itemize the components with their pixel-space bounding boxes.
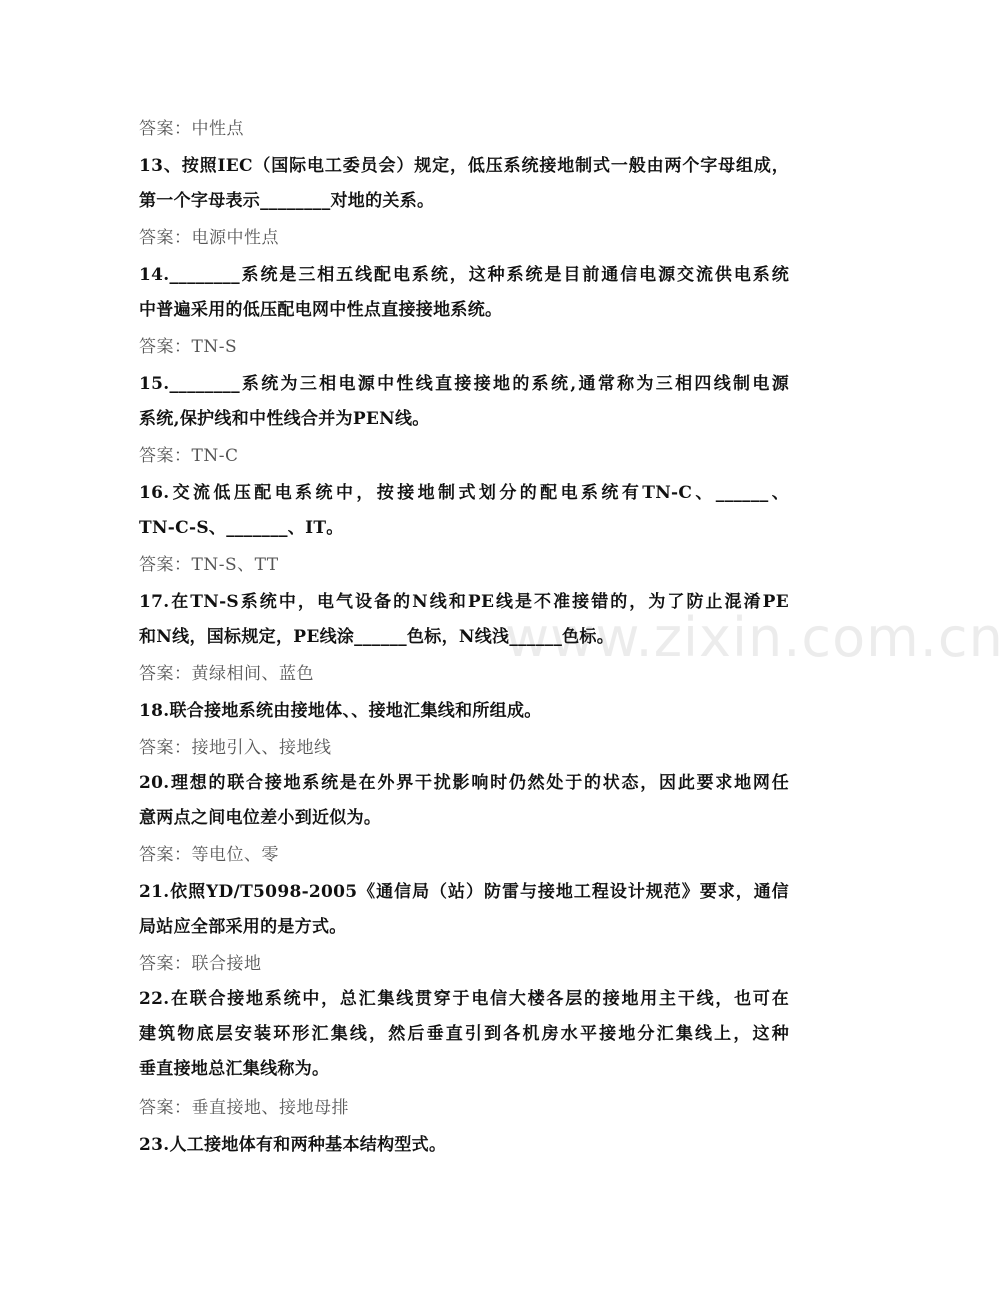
question-line: 20.理想的联合接地系统是在外界干扰影响时仍然处于的状态，因此要求地网任 bbox=[139, 773, 789, 793]
question-line: 16.交流低压配电系统中，按接地制式划分的配电系统有TN-C、______、 bbox=[139, 483, 789, 503]
question-line: 15.________系统为三相电源中性线直接接地的系统,通常称为三相四线制电源 bbox=[139, 374, 789, 394]
answer-line: 答案：等电位、零 bbox=[139, 845, 279, 865]
question-line: 18.联合接地系统由接地体、、接地汇集线和所组成。 bbox=[139, 701, 542, 721]
question-line: 第一个字母表示________对地的关系。 bbox=[139, 191, 435, 211]
answer-line: 答案：垂直接地、接地母排 bbox=[139, 1098, 349, 1118]
question-line: 建筑物底层安装环形汇集线，然后垂直引到各机房水平接地分汇集线上，这种 bbox=[139, 1024, 789, 1044]
answer-line: 答案：TN-S bbox=[139, 337, 238, 357]
question-line: 中普遍采用的低压配电网中性点直接接地系统。 bbox=[139, 300, 503, 320]
watermark: www.zixin.com.cn bbox=[505, 606, 1004, 669]
answer-line: 答案：接地引入、接地线 bbox=[139, 738, 332, 758]
question-line: 21.依照YD/T5098-2005《通信局（站）防雷与接地工程设计规范》要求，通信 bbox=[139, 882, 789, 902]
question-line: 和N线，国标规定，PE线涂______色标，N线浅______色标。 bbox=[139, 627, 615, 647]
question-line: 23.人工接地体有和两种基本结构型式。 bbox=[139, 1135, 447, 1155]
question-line: 意两点之间电位差小到近似为。 bbox=[139, 808, 382, 828]
question-line: 14.________系统是三相五线配电系统，这种系统是目前通信电源交流供电系统 bbox=[139, 265, 789, 285]
answer-line: 答案：电源中性点 bbox=[139, 228, 279, 248]
question-line: 17.在TN-S系统中，电气设备的N线和PE线是不准接错的，为了防止混淆PE bbox=[139, 592, 789, 612]
answer-line: 答案：联合接地 bbox=[139, 954, 262, 974]
question-line: 系统,保护线和中性线合并为PEN线。 bbox=[139, 409, 430, 429]
question-line: 13、按照IEC（国际电工委员会）规定，低压系统接地制式一般由两个字母组成， bbox=[139, 156, 789, 176]
question-line: TN-C-S、_______、IT。 bbox=[139, 518, 344, 538]
question-line: 垂直接地总汇集线称为。 bbox=[139, 1059, 330, 1079]
answer-line: 答案：TN-C bbox=[139, 446, 239, 466]
answer-line: 答案：黄绿相间、蓝色 bbox=[139, 664, 314, 684]
answer-line: 答案：TN-S、TT bbox=[139, 555, 279, 575]
question-line: 局站应全部采用的是方式。 bbox=[139, 917, 347, 937]
question-line: 22.在联合接地系统中，总汇集线贯穿于电信大楼各层的接地用主干线，也可在 bbox=[139, 989, 789, 1009]
answer-line: 答案：中性点 bbox=[139, 119, 244, 139]
